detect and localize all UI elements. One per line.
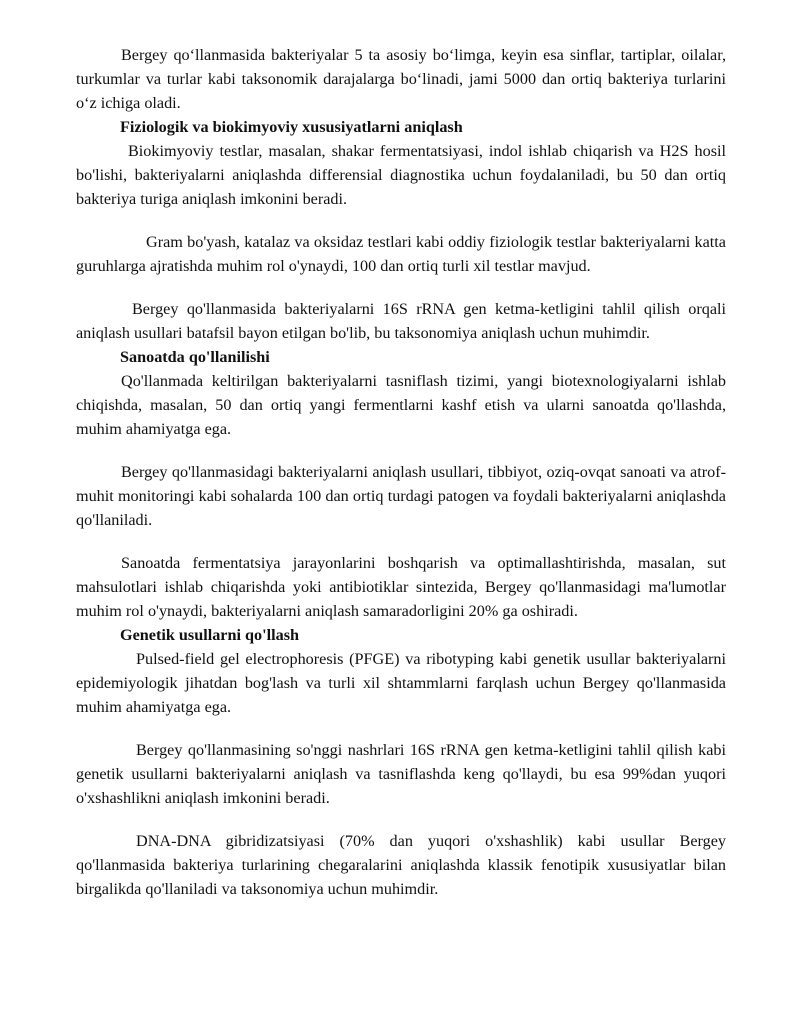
physiology-paragraph-1: Biokimyoviy testlar, masalan, shakar fermentatsiyasi, indol ishlab chiqarish va H2S hosil bo'lishi, bakteriyalarni aniqlashda differensial diagnostika uchun foydalaniladi, bu 50 dan ortiq bakteriya turiga aniqlash imkonini beradi. bbox=[76, 142, 726, 208]
physiology-paragraph-3: Bergey qo'llanmasida bakteriyalarni 16S rRNA gen ketma-ketligini tahlil qilish orqali aniqlash usullari batafsil bayon etilgan bo'lib, bu taksonomiya aniqlash uchun muhimdir. bbox=[76, 300, 726, 342]
document-page bbox=[76, 43, 726, 901]
industry-paragraph-3: Sanoatda fermentatsiya jarayonlarini boshqarish va optimallashtirishda, masalan, sut mahsulotlari ishlab chiqarishda yoki antibiotiklar sintezida, Bergey qo'llanmasidagi ma'lumotlar muhim rol o'ynaydi, bakteriyalarni aniqlash samaradorligini 20% ga oshiradi. bbox=[76, 554, 726, 620]
industry-paragraph-1: Qo'llanmada keltirilgan bakteriyalarni tasniflash tizimi, yangi biotexnologiyalarni ishlab chiqishda, masalan, 50 dan ortiq yangi fermentlarni kashf etish va ularni sanoatda qo'llashda, muhim ahamiyatga ega. bbox=[76, 372, 726, 438]
intro-paragraph: Bergey qo‘llanmasida bakteriyalar 5 ta asosiy bo‘limga, keyin esa sinflar, tartiplar, oilalar, turkumlar va turlar kabi taksonomik darajalarga bo‘linadi, jami 5000 dan ortiq bakteriya turlarini o‘z ichiga oladi. bbox=[76, 46, 726, 112]
industry-paragraph-2: Bergey qo'llanmasidagi bakteriyalarni aniqlash usullari, tibbiyot, oziq-ovqat sanoati va atrof-muhit monitoringi kabi sohalarda 100 dan ortiq turdagi patogen va foydali bakteriyalarni aniqlashda qo'llaniladi. bbox=[76, 463, 726, 529]
section-heading-industry: Sanoatda qo'llanilishi bbox=[120, 348, 270, 366]
genetic-paragraph-1: Pulsed-field gel electrophoresis (PFGE) va ribotyping kabi genetik usullar bakteriyalarni epidemiyologik jihatdan bog'lash va turli xil shtammlarni farqlash uchun Bergey qo'llanmasida muhim ahamiyatga ega. bbox=[76, 650, 726, 716]
section-heading-genetic: Genetik usullarni qo'llash bbox=[120, 626, 300, 644]
physiology-paragraph-2: Gram bo'yash, katalaz va oksidaz testlari kabi oddiy fiziologik testlar bakteriyalarni katta guruhlarga ajratishda muhim rol o'ynaydi, 100 dan ortiq turli xil testlar mavjud. bbox=[76, 233, 726, 275]
genetic-paragraph-3: DNA-DNA gibridizatsiyasi (70% dan yuqori o'xshashlik) kabi usullar Bergey qo'llanmasida bakteriya turlarining chegaralarini aniqlashda klassik fenotipik xususiyatlar bilan birgalikda qo'llaniladi va taksonomiya uchun muhimdir. bbox=[76, 832, 726, 898]
section-heading-physiology: Fiziologik va biokimyoviy xususiyatlarni aniqlash bbox=[120, 118, 463, 136]
genetic-paragraph-2: Bergey qo'llanmasining so'nggi nashrlari 16S rRNA gen ketma-ketligini tahlil qilish kabi genetik usullarni bakteriyalarni aniqlash va tasniflashda keng qo'llaydi, bu esa 99%dan yuqori o'xshashlikni aniqlash imkonini beradi. bbox=[76, 741, 726, 807]
